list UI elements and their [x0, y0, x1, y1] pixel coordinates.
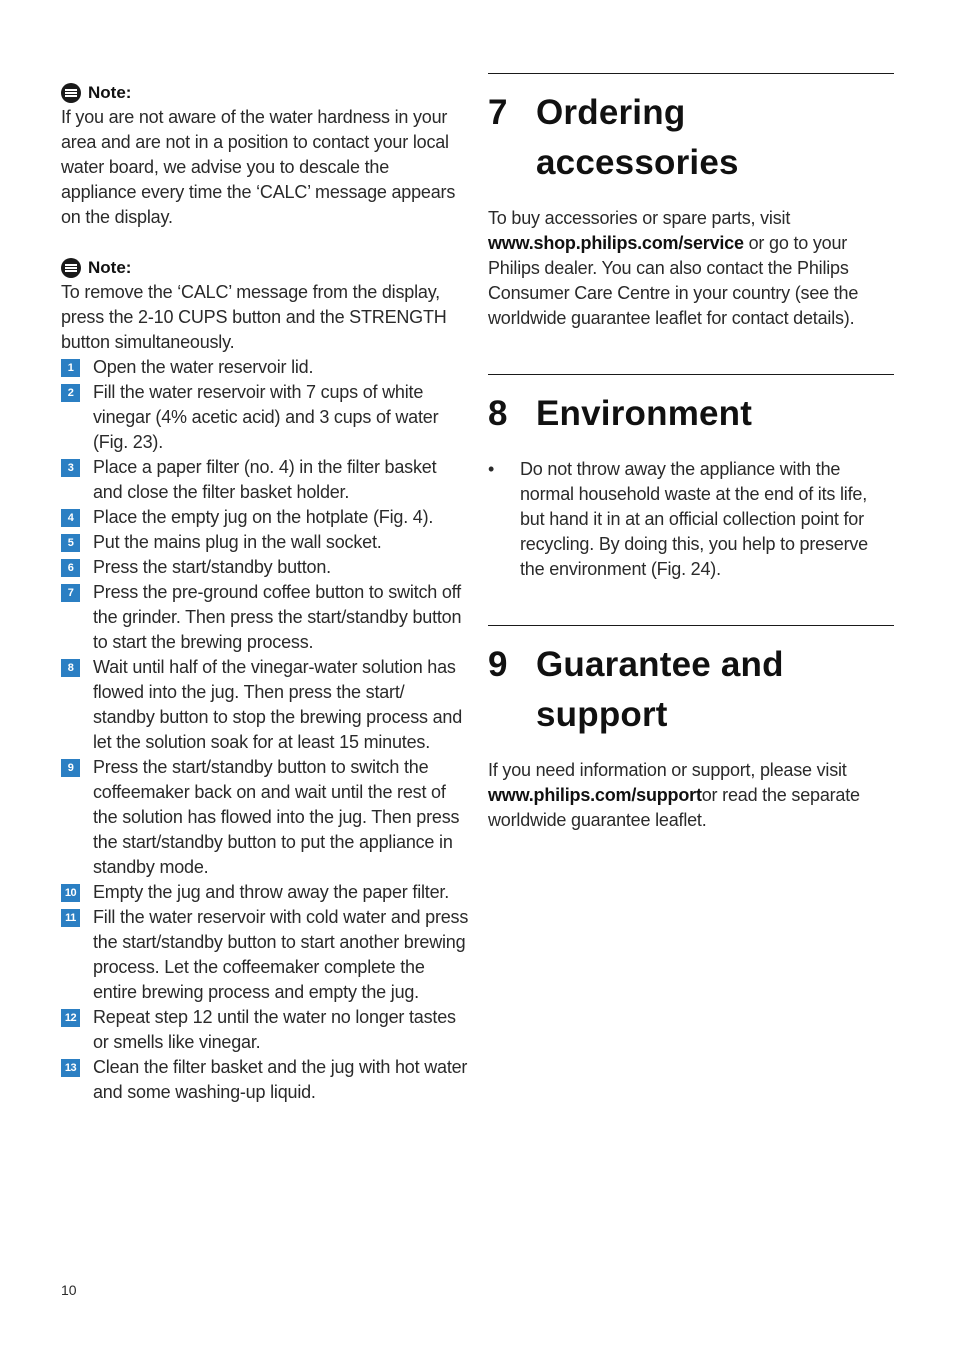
section-number: 7	[488, 93, 508, 132]
step-item	[61, 580, 469, 655]
step-item	[61, 1005, 469, 1055]
note-icon	[61, 83, 81, 103]
section-number: 8	[488, 394, 508, 433]
step-text: Empty the jug and throw away the paper filter.	[93, 882, 450, 902]
step-number-badge: 8	[61, 659, 80, 677]
step-text: Repeat step 12 until the water no longer tastes or smells like vinegar.	[93, 1007, 456, 1052]
step-text: Place the empty jug on the hotplate (Fig. 4).	[93, 507, 434, 527]
bullet-item: • Do not throw away the appliance with the normal household waste at the end of its life, but hand it in at an official collection point for recycling. By doing this, you help to preserve the environment (Fig. 24).	[488, 457, 894, 582]
section-title: Environment	[536, 394, 753, 433]
note-block	[61, 80, 469, 230]
note-label: Note:	[88, 83, 132, 102]
section-paragraph	[488, 206, 894, 331]
step-text: Wait until half of the vinegar-water solution has flowed into the jug. Then press the start/ standby button to stop the brewing process and let the solution soak for at least 15 minutes.	[93, 657, 463, 752]
step-text: Open the water reservoir lid.	[93, 357, 314, 377]
paragraph-text: or read the separate worldwide guarantee leaflet.	[488, 785, 860, 830]
left-column	[61, 80, 469, 1105]
step-text: Press the start/standby button.	[93, 557, 331, 577]
step-item	[61, 905, 469, 1005]
support-link[interactable]: www.philips.com/support	[488, 785, 702, 805]
shop-link[interactable]: www.shop.philips.com/service	[488, 233, 744, 253]
note-label: Note:	[88, 258, 132, 277]
step-item	[61, 555, 469, 580]
section-divider	[488, 625, 894, 626]
step-number-badge: 2	[61, 384, 80, 402]
note-heading	[61, 80, 469, 105]
step-number-badge: 13	[61, 1059, 80, 1077]
step-number-badge: 12	[61, 1009, 80, 1027]
section-number: 9	[488, 645, 508, 684]
section-title: Guarantee and support	[536, 645, 784, 734]
note-text: If you are not aware of the water hardness in your area and are not in a position to contact your local water board, we advise you to descale the appliance every time the ‘CALC’ message appears on the display.	[61, 107, 456, 227]
section-ordering-accessories	[488, 73, 894, 331]
note-icon	[61, 258, 81, 278]
step-item	[61, 530, 469, 555]
note-heading	[61, 255, 469, 280]
step-number-badge: 4	[61, 509, 80, 527]
section-environment	[488, 374, 894, 582]
bullet-list	[488, 457, 894, 582]
step-item	[61, 355, 469, 380]
step-item	[61, 755, 469, 880]
paragraph-text: To buy accessories or spare parts, visit	[488, 208, 791, 228]
step-text: Place a paper filter (no. 4) in the filter basket and close the filter basket holder.	[93, 457, 437, 502]
section-paragraph	[488, 758, 894, 833]
step-number-badge: 11	[61, 909, 80, 927]
step-number-badge: 3	[61, 459, 80, 477]
step-text: Press the pre-ground coffee button to switch off the grinder. Then press the start/standby button to start the brewing process.	[93, 582, 462, 652]
section-divider	[488, 374, 894, 375]
section-title: Ordering accessories	[536, 93, 739, 182]
step-text: Clean the filter basket and the jug with hot water and some washing-up liquid.	[93, 1057, 468, 1102]
step-text: Put the mains plug in the wall socket.	[93, 532, 382, 552]
step-text: Fill the water reservoir with 7 cups of white vinegar (4% acetic acid) and 3 cups of water (Fig. 23).	[93, 382, 439, 452]
step-number-badge: 9	[61, 759, 80, 777]
step-item	[61, 380, 469, 455]
step-number-badge: 6	[61, 559, 80, 577]
step-number-badge: 1	[61, 359, 80, 377]
section-heading	[488, 389, 894, 439]
section-divider	[488, 73, 894, 74]
section-heading	[488, 88, 894, 188]
step-item	[61, 505, 469, 530]
step-item	[61, 1055, 469, 1105]
step-item	[61, 455, 469, 505]
step-text: Fill the water reservoir with cold water and press the start/standby button to start another brewing process. Let the coffeemaker complete the entire brewing process and empty the jug.	[93, 907, 469, 1002]
paragraph-text: or go to your Philips dealer. You can also contact the Philips Consumer Care Centre in your country (see the worldwide guarantee leaflet for contact details).	[488, 233, 859, 328]
section-guarantee-support	[488, 625, 894, 833]
paragraph-text: If you need information or support, please visit	[488, 760, 847, 780]
step-number-badge: 10	[61, 884, 80, 902]
step-item	[61, 655, 469, 755]
step-item	[61, 880, 469, 905]
step-text: Press the start/standby button to switch the coffeemaker back on and wait until the rest of the solution has flowed into the jug. Then press the start/standby button to put the appliance in standby mode.	[93, 757, 460, 877]
section-heading	[488, 640, 894, 740]
right-column	[488, 73, 894, 876]
note-text: To remove the ‘CALC’ message from the display, press the 2-10 CUPS button and the STRENGTH button simultaneously.	[61, 282, 447, 352]
step-number-badge: 5	[61, 534, 80, 552]
step-number-badge: 7	[61, 584, 80, 602]
page-number: 10	[61, 1282, 77, 1298]
descaling-steps-list	[61, 355, 469, 1105]
note-block	[61, 255, 469, 355]
